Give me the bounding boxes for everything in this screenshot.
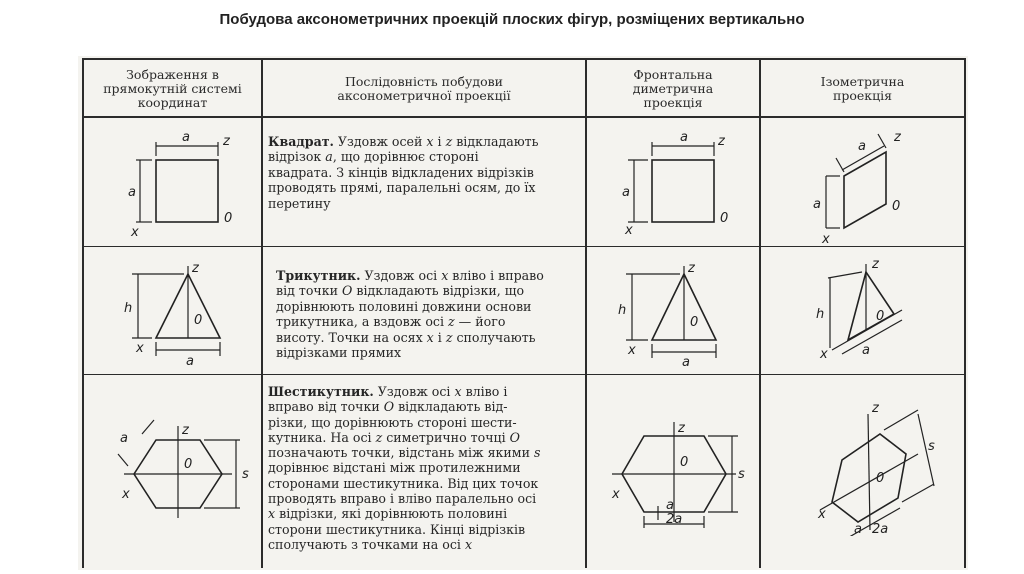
square-dimetric-figure <box>608 126 738 238</box>
dimension-h-label: h <box>816 307 825 322</box>
axis-x-label: x <box>820 347 828 362</box>
hexagon-dimetric-figure <box>608 396 758 530</box>
dimension-s-label: s <box>242 467 249 482</box>
header-separator <box>82 116 966 118</box>
axis-z-label: z <box>872 257 879 272</box>
dimension-s-label: s <box>738 467 745 482</box>
table-border-left <box>82 58 84 568</box>
header-isometric: Ізометрична проекція <box>820 74 905 103</box>
hexagon-isometric-figure <box>814 390 944 536</box>
row-separator <box>82 246 966 247</box>
page-title: Побудова аксонометричних проекцій плоских фігур, розміщених вертикально <box>219 11 805 28</box>
axis-x-label: x <box>136 341 144 356</box>
column-separator <box>261 58 263 568</box>
dimension-s-label: s <box>928 439 935 454</box>
dimension-a-label: a <box>682 355 690 370</box>
table-border-right <box>964 58 966 568</box>
dimension-a-label: a <box>182 130 190 145</box>
dimension-a-label: a <box>680 130 688 145</box>
dimension-a-label: a <box>862 343 870 358</box>
axis-z-label: z <box>718 134 725 149</box>
origin-label: 0 <box>224 211 233 226</box>
row-separator <box>82 374 966 375</box>
table-border-top <box>82 58 966 60</box>
triangle-description: Трикутник. Уздовж осі x вліво і вправо від точки O відкладають відрізки, що дорівнюють половині довжини основи трикутника, а вздовж осі z — його висоту. Точки на осях x і z сполучають відрізками прямих <box>276 268 544 361</box>
table-image <box>78 56 968 570</box>
axis-x-label: x <box>822 232 830 246</box>
dimension-a-label: a <box>120 431 128 446</box>
dimension-a-label: a <box>854 522 862 536</box>
dimension-h-label: h <box>618 303 627 318</box>
origin-label: 0 <box>184 457 193 472</box>
dimension-a-label: a <box>622 185 630 200</box>
axis-x-label: x <box>628 343 636 358</box>
header-frontal-dimetric: Фронтальна диметрична проекція <box>632 67 714 110</box>
origin-label: 0 <box>892 199 901 214</box>
header-construction-sequence: Послідовність побудови аксонометричної проекції <box>337 74 511 103</box>
dimension-a-label: a <box>813 197 821 212</box>
triangle-orthographic-figure <box>116 254 246 370</box>
axis-z-label: z <box>688 261 695 276</box>
hexagon-orthographic-figure <box>114 396 254 526</box>
dimension-a-label: a <box>128 185 136 200</box>
origin-label: 0 <box>876 309 885 324</box>
axis-x-label: x <box>818 507 826 522</box>
header-coordinate-system: Зображення в прямокутній системі координат <box>103 67 242 110</box>
origin-label: 0 <box>690 315 699 330</box>
origin-label: 0 <box>680 455 689 470</box>
axis-z-label: z <box>223 134 230 149</box>
dimension-a-label: a <box>858 139 866 154</box>
square-description: Квадрат. Уздовж осей x і z відкладають відрізок a, що дорівнює стороні квадрата. З кінців відкладених відрізків проводять прямі, паралельні осям, до їх перетину <box>268 134 539 211</box>
axis-z-label: z <box>894 130 901 145</box>
square-isometric-figure <box>796 128 926 246</box>
axis-x-label: x <box>131 225 139 236</box>
column-separator <box>585 58 587 568</box>
axis-z-label: z <box>678 421 685 436</box>
axis-z-label: z <box>192 261 199 276</box>
dimension-2a-label: 2a <box>872 522 889 536</box>
dimension-a-label: a <box>186 354 194 369</box>
square-orthographic-figure <box>118 126 238 236</box>
origin-label: 0 <box>876 471 885 486</box>
hexagon-description: Шестикутник. Уздовж осі x вліво і вправо від точки O відкладають від- різки, що дорівнюють стороні шести- кутника. На осі z симетрично точці O позначають точки, відстань між якими s дорівнює відстані між протилежними сторонами шестикутника. Від цих точок проводять вправо і вліво паралельно осі x відрізки, які дорівнюють половині сторони шестикутника. Кінці відрізків сполучають з точками на осі x <box>268 384 541 552</box>
origin-label: 0 <box>194 313 203 328</box>
axis-x-label: x <box>625 223 633 238</box>
dimension-2a-label: 2a <box>666 512 683 527</box>
origin-label: 0 <box>720 211 729 226</box>
column-separator <box>759 58 761 568</box>
axis-z-label: z <box>872 401 879 416</box>
axis-z-label: z <box>182 423 189 438</box>
axis-x-label: x <box>612 487 620 502</box>
triangle-isometric-figure <box>802 256 932 372</box>
dimension-h-label: h <box>124 301 133 316</box>
axis-x-label: x <box>122 487 130 502</box>
dimension-a-label: a <box>666 498 674 513</box>
triangle-dimetric-figure <box>606 254 746 370</box>
